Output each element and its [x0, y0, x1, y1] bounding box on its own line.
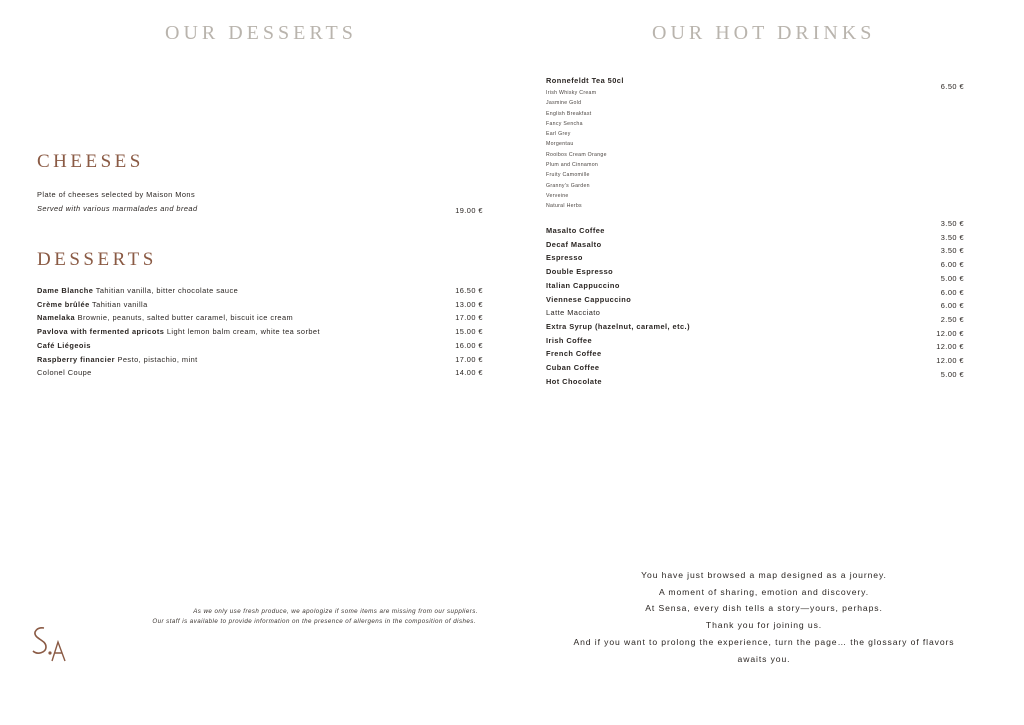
dessert-list	[37, 284, 483, 380]
drink-name: Latte Macciato	[546, 308, 601, 318]
tea-variety: Fruity Camomille	[546, 172, 590, 179]
drinks-page-title: OUR HOT DRINKS	[652, 22, 876, 44]
drink-name: Extra Syrup (hazelnut, caramel, etc.)	[546, 321, 690, 331]
hot-drinks-list	[546, 224, 690, 388]
dessert-item	[37, 339, 483, 353]
drink-price: 6.00 €	[940, 301, 964, 311]
tea-variety: Verveine	[546, 192, 569, 199]
logo-mark-icon	[30, 624, 70, 664]
drink-price: 5.00 €	[940, 273, 964, 283]
drink-name: Italian Cappuccino	[546, 280, 620, 290]
tea-variety: Irish Whisky Cream	[546, 90, 597, 96]
tea-variety: Granny's Garden	[546, 182, 590, 189]
dessert-description: Brownie, peanuts, salted butter caramel, biscuit ice cream	[77, 313, 294, 323]
cheese-item-name: Plate of cheeses selected by Maison Mons	[37, 190, 196, 199]
dessert-name: Crème brûlée	[37, 299, 90, 309]
dessert-price: 16.00 €	[455, 340, 483, 350]
dessert-price: 15.00 €	[455, 327, 483, 337]
cheeses-title: CHEESES	[37, 151, 144, 172]
dessert-name: Café Liégeois	[37, 340, 91, 350]
drink-price: 3.50 €	[940, 219, 964, 228]
dessert-description: Pesto, pistachio, mint	[117, 354, 198, 364]
dessert-name: Colonel Coupe	[37, 368, 92, 378]
tea-varieties-list	[546, 88, 607, 212]
tea-variety: Rooibos Cream Orange	[546, 151, 607, 158]
cheese-item-price: 19.00 €	[455, 206, 483, 215]
allergen-note: Our staff is available to provide information on the presence of allergens in the composition of dishes.	[152, 618, 476, 625]
tea-variety: Morgentau	[546, 141, 574, 148]
tea-variety: Earl Grey	[546, 131, 571, 138]
drink-price: 6.00 €	[940, 260, 964, 270]
dessert-price: 16.50 €	[455, 286, 483, 295]
drink-name: Cuban Coffee	[546, 363, 600, 373]
drink-name: Decaf Masalto	[546, 239, 602, 249]
closing-line: You have just browsed a map designed as a journey.	[641, 570, 887, 580]
drink-name: Hot Chocolate	[546, 376, 602, 386]
drink-price: 5.00 €	[940, 369, 964, 379]
drink-price: 3.50 €	[940, 246, 964, 256]
cheese-item-description: Served with various marmalades and bread	[37, 204, 198, 213]
drink-name: Viennese Cappuccino	[546, 294, 632, 304]
closing-line: awaits you.	[737, 653, 791, 664]
dessert-item	[37, 298, 483, 312]
dessert-item	[37, 311, 483, 325]
drink-name: Masalto Coffee	[546, 226, 605, 235]
tea-name: Ronnefeldt Tea 50cl	[546, 76, 624, 85]
dessert-price: 13.00 €	[455, 299, 483, 309]
closing-line: A moment of sharing, emotion and discovery.	[658, 586, 870, 597]
hot-drinks-prices	[904, 217, 964, 381]
tea-variety: Fancy Sencha	[546, 120, 583, 127]
tea-variety: Jasmine Gold	[546, 100, 582, 107]
dessert-price: 14.00 €	[455, 368, 483, 378]
closing-line: And if you want to prolong the experience, turn the page… the glossary of flavors	[573, 636, 955, 647]
desserts-title: DESSERTS	[37, 249, 157, 270]
dessert-name: Dame Blanche	[37, 286, 94, 295]
dessert-description: Light lemon balm cream, white tea sorbet	[166, 327, 320, 337]
drink-price: 12.00 €	[936, 342, 964, 352]
drink-name: Irish Coffee	[546, 335, 593, 345]
drink-name: Double Espresso	[546, 267, 614, 277]
dessert-item	[37, 366, 483, 380]
dessert-item	[37, 353, 483, 367]
drink-price: 12.00 €	[936, 328, 964, 338]
dessert-description: Tahitian vanilla, bitter chocolate sauce	[95, 286, 239, 295]
dessert-name: Raspberry financier	[37, 354, 115, 364]
drink-price: 12.00 €	[936, 356, 964, 366]
desserts-page-title: OUR DESSERTS	[165, 22, 357, 44]
closing-message	[554, 567, 974, 667]
drink-price: 2.50 €	[940, 314, 964, 324]
drink-price: 6.00 €	[940, 287, 964, 297]
tea-variety: English Breakfast	[546, 110, 592, 117]
dessert-name: Namelaka	[37, 313, 76, 323]
tea-price: 6.50 €	[940, 82, 964, 91]
dessert-item	[37, 325, 483, 339]
dessert-item	[37, 284, 483, 298]
sensa-logo	[30, 624, 70, 664]
dessert-description: Tahitian vanilla	[92, 299, 148, 309]
dessert-price: 17.00 €	[455, 354, 483, 364]
tea-variety: Natural Herbs	[546, 203, 582, 210]
tea-variety: Plum and Cinnamon	[546, 162, 599, 169]
dessert-price: 17.00 €	[455, 313, 483, 323]
drink-name: French Coffee	[546, 349, 602, 359]
fresh-produce-note: As we only use fresh produce, we apologize if some items are missing from our suppliers.	[193, 608, 478, 615]
closing-line: At Sensa, every dish tells a story—yours, perhaps.	[645, 603, 883, 614]
closing-line: Thank you for joining us.	[705, 620, 823, 631]
drink-name: Espresso	[546, 253, 583, 263]
dessert-name: Pavlova with fermented apricots	[37, 327, 165, 337]
drink-price: 3.50 €	[940, 232, 964, 242]
